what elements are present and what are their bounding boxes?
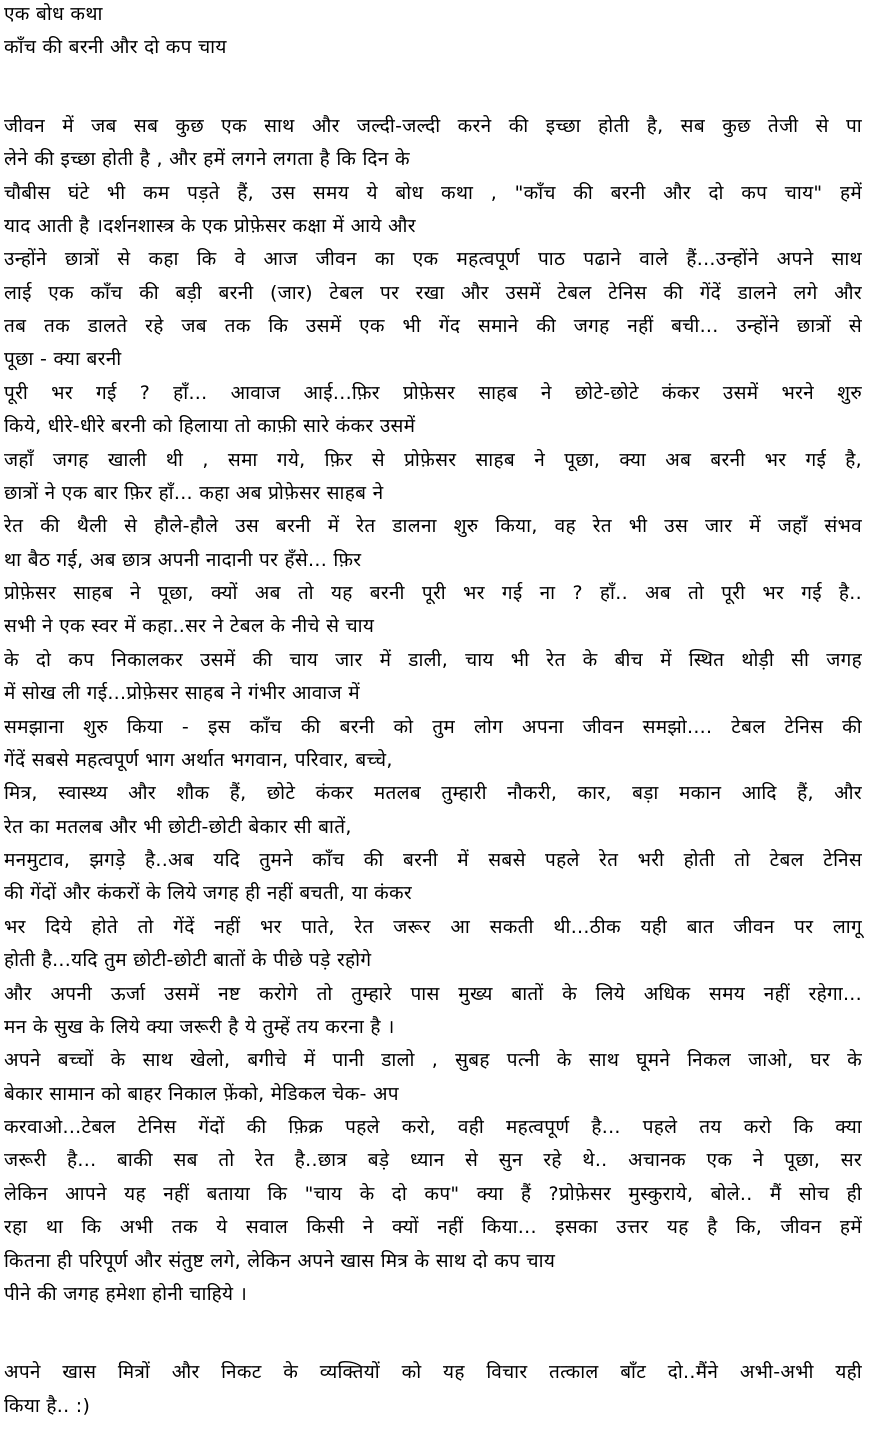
closing-line: किया है.. :)	[4, 1395, 91, 1417]
body-line: के दो कप निकालकर उसमें की चाय जार में डाली, चाय भी रेत के बीच में स्थित थोड़ी सी जगह	[4, 649, 862, 671]
body-line: भर दिये होते तो गेंदें नहीं भर पाते, रेत जरूर आ सकती थी...ठीक यही बात जीवन पर लागू	[4, 916, 862, 938]
body-line: मित्र, स्वास्थ्य और शौक हैं, छोटे कंकर मतलब तुम्हारी नौकरी, कार, बड़ा मकान आदि हैं, और	[4, 782, 862, 804]
body-line: और अपनी ऊर्जा उसमें नष्ट करोगे तो तुम्हारे पास मुख्य बातों के लिये अधिक समय नहीं रहेगा...	[4, 983, 862, 1005]
body-line: जीवन में जब सब कुछ एक साथ और जल्दी-जल्दी करने की इच्छा होती है, सब कुछ तेजी से पा	[4, 115, 862, 137]
body-line: पीने की जगह हमेशा होनी चाहिये ।	[4, 1283, 248, 1305]
body-line: होती है...यदि तुम छोटी-छोटी बातों के पीछे पड़े रहोगे	[4, 949, 372, 971]
body-line: पूरी भर गई ? हाँ... आवाज आई...फ़िर प्रोफ़ेसर साहब ने छोटे-छोटे कंकर उसमें भरने शुरु	[4, 382, 862, 404]
body-line: में सोख ली गई...प्रोफ़ेसर साहब ने गंभीर आवाज में	[4, 682, 360, 704]
body-line: किये, धीरे-धीरे बरनी को हिलाया तो काफ़ी सारे कंकर उसमें	[4, 415, 416, 437]
body-line: रेत का मतलब और भी छोटी-छोटी बेकार सी बातें,	[4, 816, 352, 838]
body-line: लाई एक काँच की बड़ी बरनी (जार) टेबल पर रखा और उसमें टेबल टेनिस की गेंदें डालने लगे और	[4, 282, 862, 304]
closing-line: अपने खास मित्रों और निकट के व्यक्तियों को यह विचार तत्काल बाँट दो..मैंने अभी-अभी यही	[4, 1361, 862, 1383]
body-line: पूछा - क्या बरनी	[4, 348, 122, 370]
body-line: प्रोफ़ेसर साहब ने पूछा, क्यों अब तो यह बरनी पूरी भर गई ना ? हाँ.. अब तो पूरी भर गई है..	[4, 582, 862, 604]
story-kicker: एक बोध कथा	[4, 3, 103, 25]
body-line: मन के सुख के लिये क्या जरूरी है ये तुम्हें तय करना है ।	[4, 1016, 395, 1038]
body-line: छात्रों ने एक बार फ़िर हाँ... कहा अब प्रोफ़ेसर साहब ने	[4, 482, 384, 504]
body-line: अपने बच्चों के साथ खेलो, बगीचे में पानी डालो , सुबह पत्नी के साथ घूमने निकल जाओ, घर के	[4, 1049, 862, 1071]
body-line: याद आती है ।दर्शनशास्त्र के एक प्रोफ़ेसर कक्षा में आये और	[4, 215, 416, 237]
body-line: रहा था कि अभी तक ये सवाल किसी ने क्यों नहीं किया... इसका उत्तर यह है कि, जीवन हमें	[4, 1216, 862, 1238]
body-line: गेंदें सबसे महत्वपूर्ण भाग अर्थात भगवान, परिवार, बच्चे,	[4, 749, 393, 771]
body-line: रेत की थैली से हौले-हौले उस बरनी में रेत डालना शुरु किया, वह रेत भी उस जार में जहाँ संभव	[4, 515, 862, 537]
body-line: मनमुटाव, झगड़े है..अब यदि तुमने काँच की बरनी में सबसे पहले रेत भरी होती तो टेबल टेनिस	[4, 849, 862, 871]
body-line: बेकार सामान को बाहर निकाल फ़ेंको, मेडिकल चेक- अप	[4, 1083, 399, 1105]
body-line: कितना ही परिपूर्ण और संतुष्ट लगे, लेकिन अपने खास मित्र के साथ दो कप चाय	[4, 1250, 556, 1272]
body-line: समझाना शुरु किया - इस काँच की बरनी को तुम लोग अपना जीवन समझो.... टेबल टेनिस की	[4, 716, 862, 738]
body-line: उन्होंने छात्रों से कहा कि वे आज जीवन का एक महत्वपूर्ण पाठ पढाने वाले हैं...उन्होंने अपने साथ	[4, 248, 862, 270]
body-line: जरूरी है... बाकी सब तो रेत है..छात्र बड़े ध्यान से सुन रहे थे.. अचानक एक ने पूछा, सर	[4, 1149, 862, 1171]
body-line: करवाओ...टेबल टेनिस गेंदों की फ़िक्र पहले करो, वही महत्वपूर्ण है... पहले तय करो कि क्या	[4, 1116, 862, 1138]
body-line: जहाँ जगह खाली थी , समा गये, फ़िर से प्रोफ़ेसर साहब ने पूछा, क्या अब बरनी भर गई है,	[4, 449, 862, 471]
body-line: की गेंदों और कंकरों के लिये जगह ही नहीं बचती, या कंकर	[4, 882, 413, 904]
body-line: लेने की इच्छा होती है , और हमें लगने लगता है कि दिन के	[4, 148, 410, 170]
story-title: काँच की बरनी और दो कप चाय	[4, 36, 227, 58]
body-line: सभी ने एक स्वर में कहा..सर ने टेबल के नीचे से चाय	[4, 615, 375, 637]
body-line: था बैठ गई, अब छात्र अपनी नादानी पर हँसे... फ़िर	[4, 549, 362, 571]
body-line: लेकिन आपने यह नहीं बताया कि "चाय के दो कप" क्या हैं ?प्रोफ़ेसर मुस्कुराये, बोले.. मैं सोच ही	[4, 1183, 862, 1205]
body-line: चौबीस घंटे भी कम पड़ते हैं, उस समय ये बोध कथा , "काँच की बरनी और दो कप चाय" हमें	[4, 182, 862, 204]
body-line: तब तक डालते रहे जब तक कि उसमें एक भी गेंद समाने की जगह नहीं बची... उन्होंने छात्रों से	[4, 315, 862, 337]
